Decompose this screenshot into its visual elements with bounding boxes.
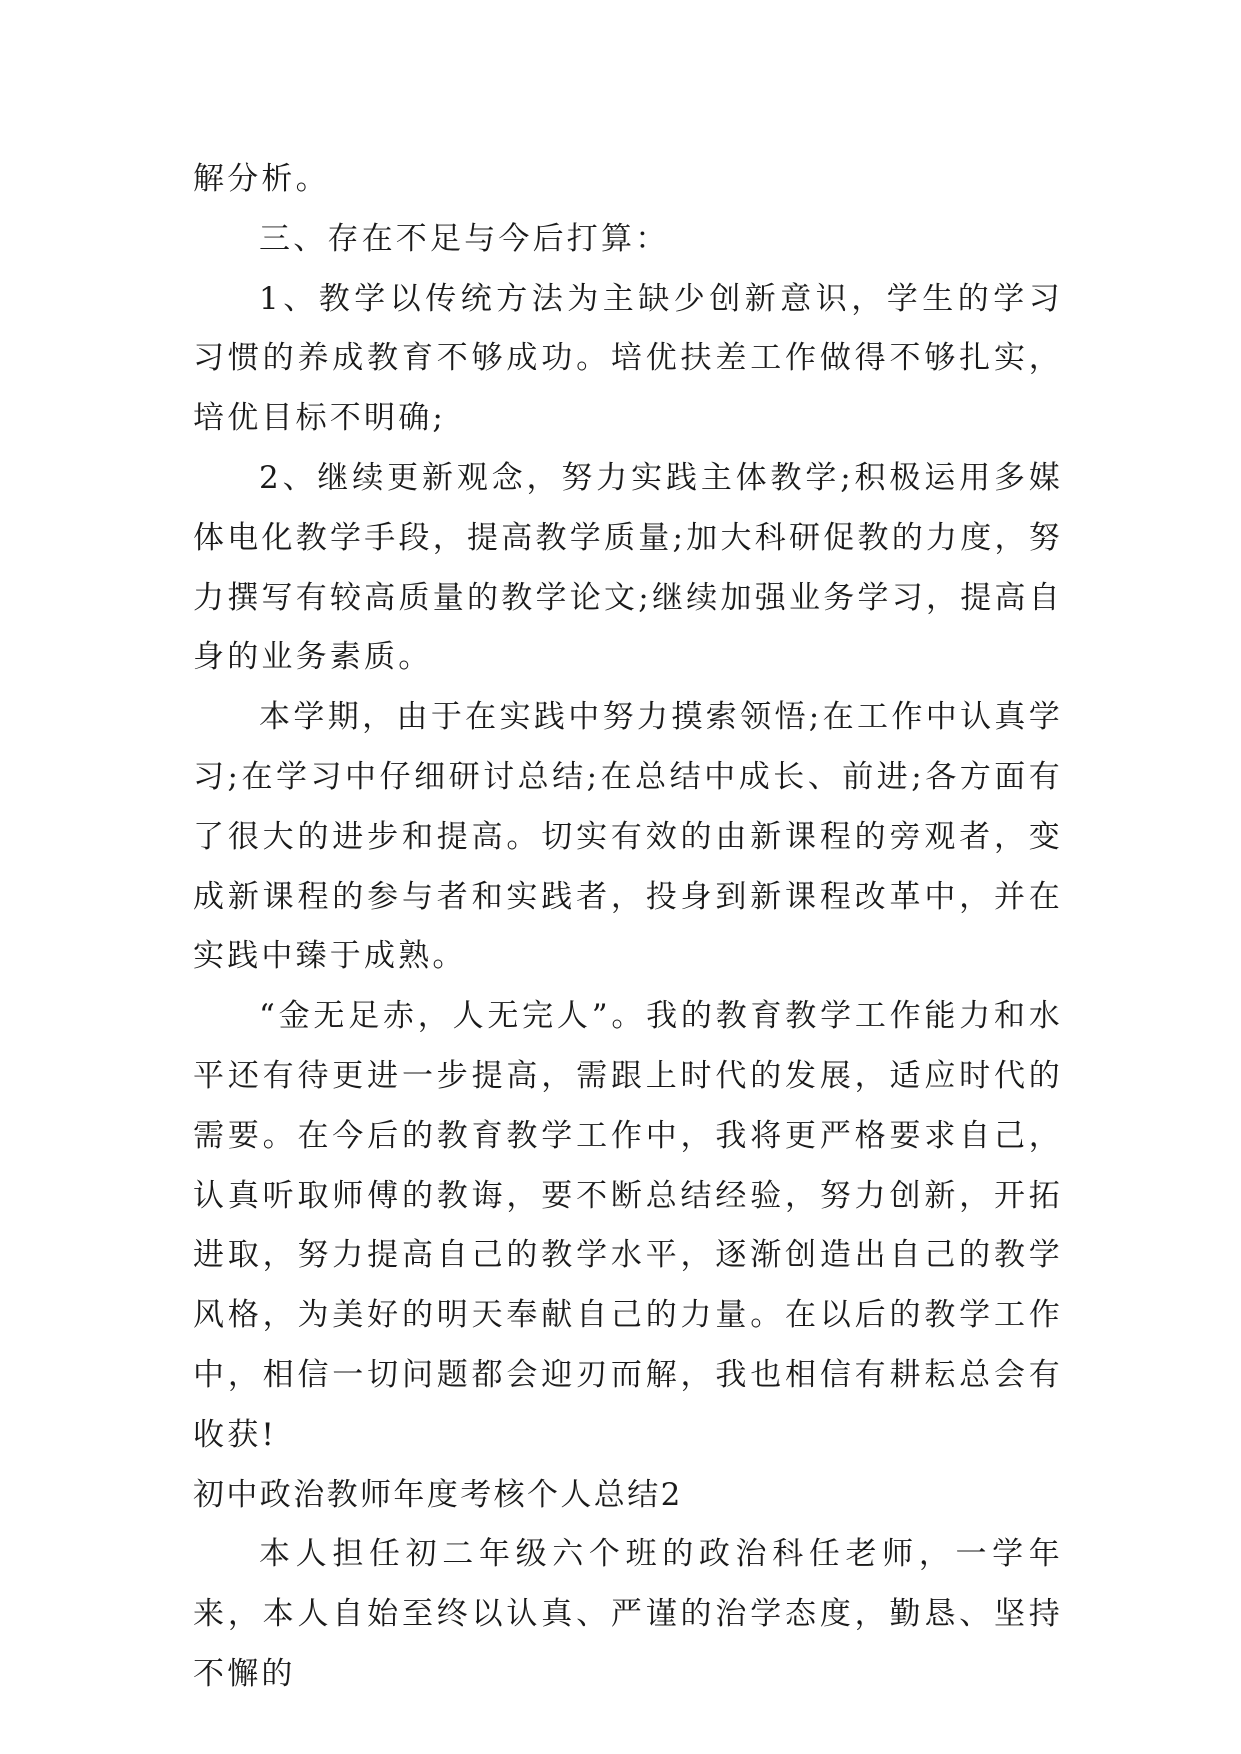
section-heading-shortcomings: 三、存在不足与今后打算： bbox=[259, 220, 670, 257]
paragraph-semester-summary: 本学期，由于在实践中努力摸索领悟;在工作中认真学习;在学习中仔细研讨总结;在总结中成长、前进;各方面有了很大的进步和提高。切实有效的由新课程的旁观者，变成新课程的参与者和实践者，投身到新课程改革中，并在实践中臻于成熟。 bbox=[193, 699, 1063, 975]
paragraph-continuation: 解分析。 bbox=[193, 161, 330, 197]
document-title-2: 初中政治教师年度考核个人总结2 bbox=[193, 1476, 683, 1513]
document-body bbox=[193, 150, 1063, 1705]
paragraph-conclusion: “金无足赤，人无完人”。我的教育教学工作能力和水平还有待更进一步提高，需跟上时代的发展，适应时代的需要。在今后的教育教学工作中，我将更严格要求自己，认真听取师傅的教诲，要不断总结经验，努力创新，开拓进取，努力提高自己的教学水平，逐渐创造出自己的教学风格，为美好的明天奉献自己的力量。在以后的教学工作中，相信一切问题都会迎刃而解，我也相信有耕耘总会有收获! bbox=[193, 998, 1063, 1453]
paragraph-item-1: 1、教学以传统方法为主缺少创新意识，学生的学习习惯的养成教育不够成功。培优扶差工作做得不够扎实，培优目标不明确; bbox=[193, 280, 1063, 437]
paragraph-intro-2: 本人担任初二年级六个班的政治科任老师，一学年来，本人自始至终以认真、严谨的治学态度，勤恳、坚持不懈的 bbox=[193, 1536, 1063, 1692]
paragraph-item-2: 2、继续更新观念，努力实践主体教学;积极运用多媒体电化教学手段，提高教学质量;加大科研促教的力度，努力撰写有较高质量的教学论文;继续加强业务学习，提高自身的业务素质。 bbox=[193, 459, 1063, 676]
